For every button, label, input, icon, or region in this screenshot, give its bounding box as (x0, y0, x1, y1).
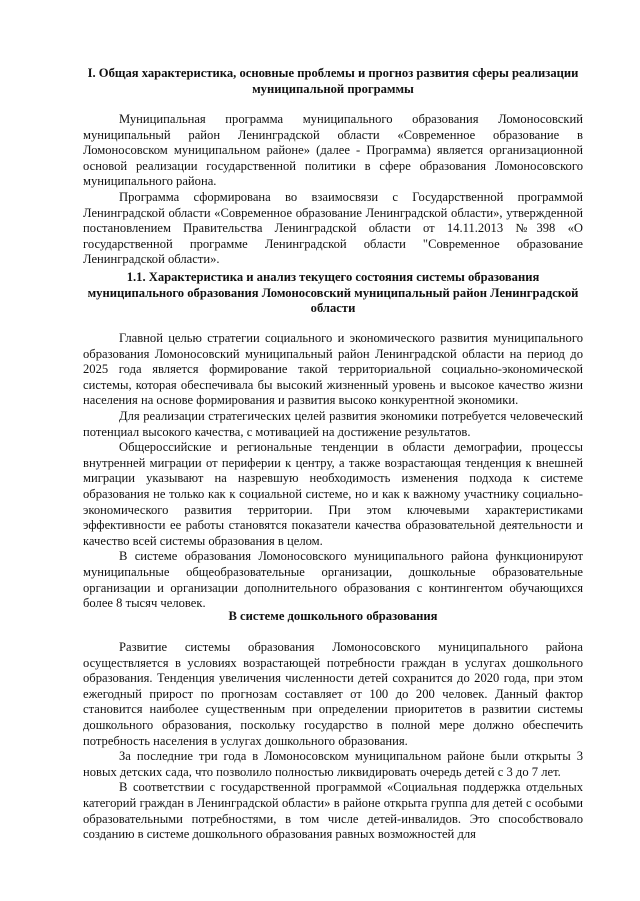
subsection-title-block (83, 270, 583, 317)
body-paragraph: В системе образования Ломоносовского муниципального района функционируют муниципальные общеобразовательные организации, дошкольные образовательные организации и организации дополнительного образования с контингентом обучающихся более 8 тысяч человек. (83, 549, 583, 611)
intro-paragraph: Муниципальная программа муниципального образования Ломоносовский муниципальный район Ленинградской области «Современное образование в Ломоносовском муниципальном районе» (далее - Программа) является организационной основой реализации государственной политики в сфере образования Ломоносовского муниципального района. (83, 112, 583, 189)
intro-paragraph: Программа сформирована во взаимосвязи с Государственной программой Ленинградской области «Современное образование Ленинградской области», утвержденной постановлением Правительства Ленинградской области от 14.11.2013 №398 «О государственной программе Ленинградской области "Современное образование Ленинградской области». (83, 189, 583, 267)
body-paragraph: Общероссийские и региональные тенденции в области демографии, процессы внутренней миграции от периферии к центру, а также возрастающая тенденция к внешней миграции указывают на назревшую необходимость изменения подхода к системе образования не только как к социальной системе, но и как к важному участнику социально-экономического развития территории. При этом ключевыми характеристиками эффективности ее работы становятся показатели качества образовательной деятельности и качество всей системы образования в целом. (83, 440, 583, 548)
body-paragraph: Развитие системы образования Ломоносовского муниципального района осуществляется в условиях возрастающей потребности граждан в услугах дошкольного образования. Тенденция увеличения численности детей сохранится до 2020 года, при этом ежегодный прирост по прогнозам составляет от 100 до 200 человек. Данный фактор становится наиболее существенным при определении приоритетов в развитии системы дошкольного образования, поскольку государство в полной мере должно обеспечить потребность населения в услугах дошкольного образования. (83, 640, 583, 748)
intro-block (83, 112, 583, 268)
subsection-title: 1.1. Характеристика и анализ текущего состояния системы образования муниципального образования Ломоносовский муниципальный район Ленинградской области (87, 270, 579, 316)
body-paragraph: В соответствии с государственной программой «Социальная поддержка отдельных категорий граждан в Ленинградской области» в районе открыта группа для детей с особыми образовательными потребностями, в том числе детей-инвалидов. Это способствовало созданию в системе дошкольного образования равных возможностей для (83, 780, 583, 842)
body-paragraph: Главной целью стратегии социального и экономического развития муниципального образования Ломоносовский муниципальный район Ленинградской области на период до 2025 года является формирование такой территориальной социально-экономической системы, которая обеспечивала бы высокий жизненный уровень и высокое качество жизни населения на основе формирования и развития высоко конкурентной экономики. (83, 331, 583, 408)
section-title: I. Общая характеристика, основные проблемы и прогноз развития сферы реализации муниципальной программы (87, 66, 579, 96)
body-paragraph: За последние три года в Ломоносовском муниципальном районе были открыты 3 новых детских сада, что позволило полностью ликвидировать очередь детей с 3 до 7 лет. (83, 749, 583, 779)
section-title-block (83, 66, 583, 97)
preschool-title-block (83, 609, 583, 625)
preschool-title: В системе дошкольного образования (228, 609, 438, 623)
preschool-body (83, 640, 583, 843)
body-paragraph: Для реализации стратегических целей развития экономики потребуется человеческий потенциал высокого качества, с мотивацией на достижение результатов. (83, 408, 583, 439)
subsection-body (83, 331, 583, 612)
